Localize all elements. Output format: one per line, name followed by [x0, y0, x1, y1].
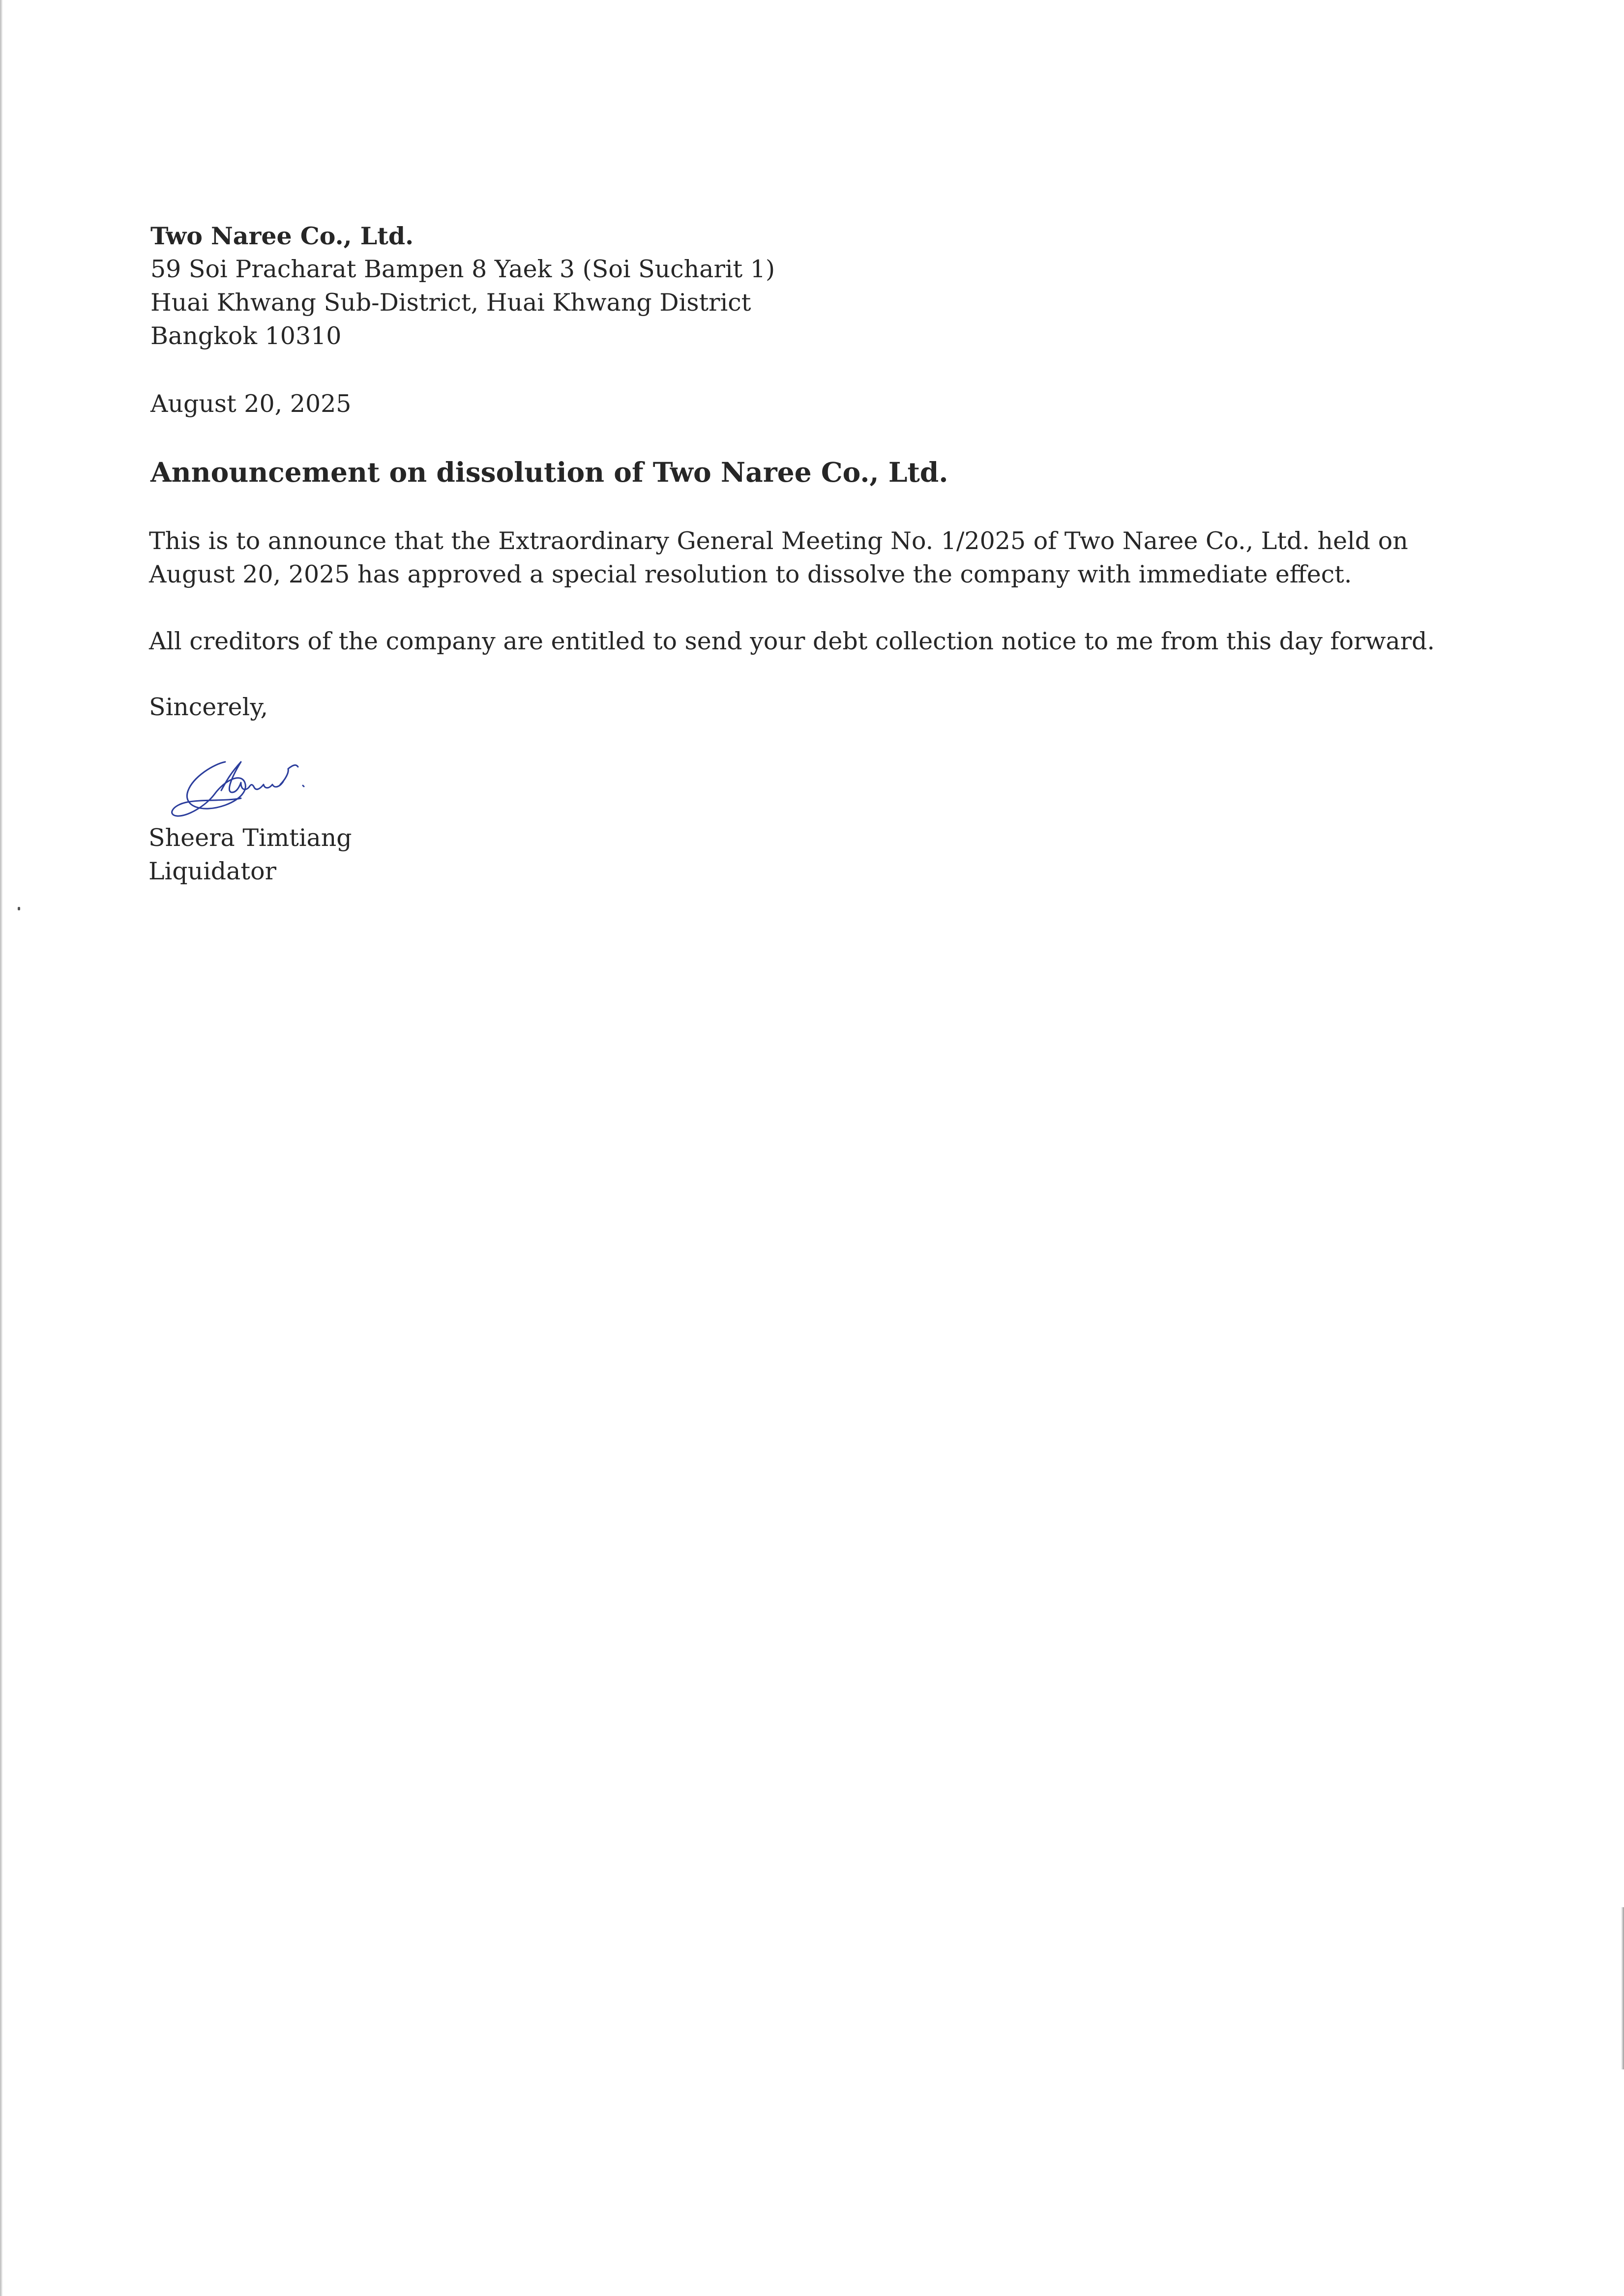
- signatory-role: Liquidator: [148, 857, 277, 885]
- company-name: Two Naree Co., Ltd.: [150, 222, 414, 250]
- body-paragraph-2: All creditors of the company are entitled to send your debt collection notice to me from this day forward.: [149, 627, 1435, 655]
- signature-tail: [280, 765, 298, 785]
- letterhead: [150, 219, 775, 353]
- signatory-name: Sheera Timtiang: [148, 824, 352, 852]
- closing: Sincerely,: [149, 693, 268, 721]
- address-line-1: 59 Soi Pracharat Bampen 8 Yaek 3 (Soi Sucharit 1): [150, 255, 775, 283]
- signature-letters: [221, 762, 283, 792]
- body-paragraph-1-line-2: August 20, 2025 has approved a special resolution to dissolve the company with immediate effect.: [149, 560, 1352, 588]
- body-paragraph-1: [149, 524, 1408, 591]
- address-line-3: Bangkok 10310: [150, 322, 342, 350]
- scan-edge-right: [1621, 1907, 1624, 2069]
- signature: [167, 747, 315, 821]
- address-line-2: Huai Khwang Sub-District, Huai Khwang District: [150, 289, 751, 317]
- signature-stroke-group: [172, 762, 304, 816]
- letter-date: August 20, 2025: [150, 390, 352, 418]
- scan-speck: [18, 907, 20, 910]
- page-title: Announcement on dissolution of Two Naree Co., Ltd.: [150, 456, 948, 488]
- signatory: [148, 821, 352, 888]
- signature-dot: [303, 785, 304, 786]
- body-paragraph-1-line-1: This is to announce that the Extraordinary General Meeting No. 1/2025 of Two Naree Co., Ltd. held on: [149, 527, 1408, 555]
- scan-edge-left: [0, 0, 2, 2296]
